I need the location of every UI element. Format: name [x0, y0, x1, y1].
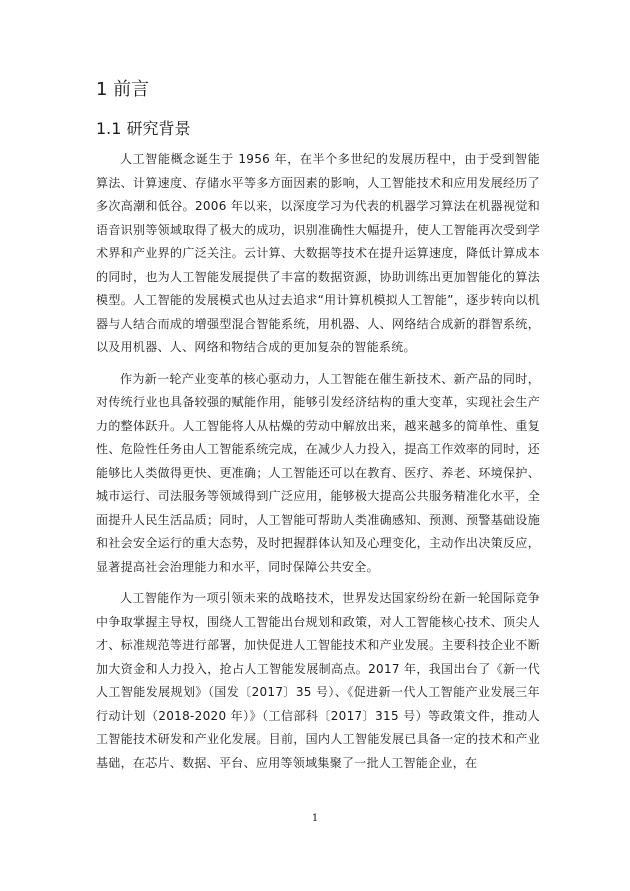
- chapter-title: 1 前言: [96, 79, 150, 100]
- paragraph: 人工智能作为一项引领未来的战略技术，世界发达国家纷纷在新一轮国际竞争中争取掌握主导权，围绕人工智能出台规划和政策，对人工智能核心技术、顶尖人才、标准规范等进行部署，加快促进人工智能技术和产业发展。主要科技企业不断加大资金和人力投入，抢占人工智能发展制高点。2017 年，我国出台了《新一代人工智能发展规划》（国发〔2017〕35 号）、《促进新一代人工智能产业发展三年行动计划（2018-2020 年）》（工信部科〔2017〕315 号）等政策文件，推动人工智能技术研发和产业化发展。目前，国内人工智能发展已具备一定的技术和产业基础，在芯片、数据、平台、应用等领域集聚了一批人工智能企业，在: [96, 591, 540, 770]
- section-title: 1.1 研究背景: [96, 119, 191, 138]
- body-text: [96, 148, 540, 783]
- paragraph: 人工智能概念诞生于 1956 年，在半个多世纪的发展历程中，由于受到智能算法、计算速度、存储水平等多方面因素的影响，人工智能技术和应用发展经历了多次高潮和低谷。2006 年以来，以深度学习为代表的机器学习算法在机器视觉和语音识别等领域取得了极大的成功，识别准确性大幅提升，使人工智能再次受到学术界和产业界的广泛关注。云计算、大数据等技术在提升运算速度，降低计算成本的同时，也为人工智能发展提供了丰富的数据资源，协助训练出更加智能化的算法模型。人工智能的发展模式也从过去追求“用计算机模拟人工智能”，逐步转向以机器与人结合而成的增强型混合智能系统，用机器、人、网络结合成新的群智系统，以及用机器、人、网络和物结合成的更加复杂的智能系统。: [96, 152, 540, 354]
- page-number: 1: [311, 813, 319, 824]
- paragraph: 作为新一轮产业变革的核心驱动力，人工智能在催生新技术、新产品的同时，对传统行业也具备较强的赋能作用，能够引发经济结构的重大变革，实现社会生产力的整体跃升。人工智能将人从枯燥的劳动中解放出来，越来越多的简单性、重复性、危险性任务由人工智能系统完成，在减少人力投入，提高工作效率的同时，还能够比人类做得更快、更准确；人工智能还可以在教育、医疗、养老、环境保护、城市运行、司法服务等领域得到广泛应用，能够极大提高公共服务精准化水平，全面提升人民生活品质；同时，人工智能可帮助人类准确感知、预测、预警基础设施和社会安全运行的重大态势，及时把握群体认知及心理变化，主动作出决策反应，显著提高社会治理能力和水平，同时保障公共安全。: [96, 371, 540, 574]
